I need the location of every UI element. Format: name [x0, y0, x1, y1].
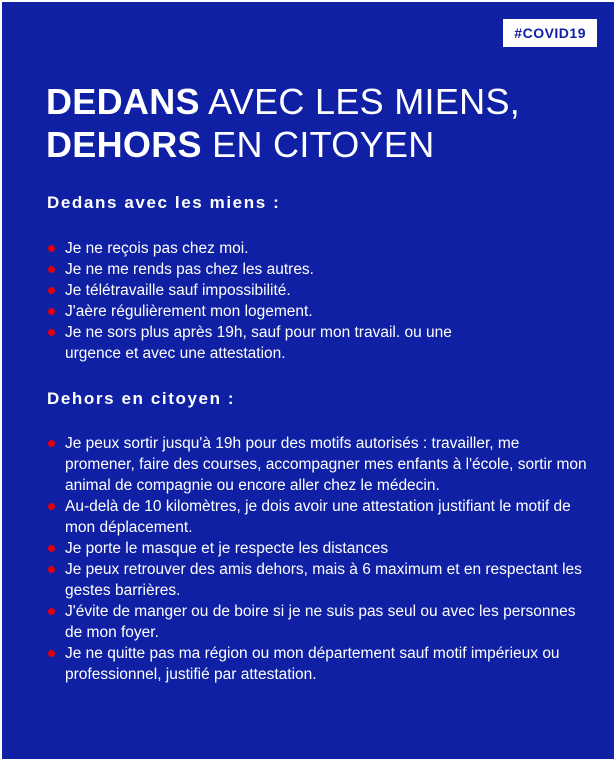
headline	[46, 80, 520, 166]
bullet-icon	[48, 245, 55, 252]
bullet-icon	[48, 266, 55, 273]
list-item	[47, 259, 587, 280]
list-dehors	[47, 433, 587, 685]
headline-avec-les-miens: AVEC LES MIENS,	[208, 81, 521, 122]
bullet-icon	[48, 308, 55, 315]
list-item-text: Je ne me rends pas chez les autres.	[65, 261, 314, 278]
list-item-text: Je ne sors plus après 19h, sauf pour mon travail. ou une urgence et avec une attestation.	[65, 324, 452, 362]
list-item	[47, 433, 587, 496]
list-item-text: Je porte le masque et je respecte les distances	[65, 540, 389, 557]
list-item	[47, 280, 587, 301]
list-item	[47, 559, 587, 601]
list-item-text: Je peux retrouver des amis dehors, mais à 6 maximum et en respectant les gestes barrières.	[65, 561, 582, 599]
bullet-icon	[48, 566, 55, 573]
list-item	[47, 301, 587, 322]
list-item-text: Je ne quitte pas ma région ou mon département sauf motif impérieux ou professionnel, justifié par attestation.	[65, 645, 560, 683]
list-item-text: Je peux sortir jusqu'à 19h pour des motifs autorisés : travailler, me promener, faire des courses, accompagner mes enfants à l'école, sortir mon animal de compagnie ou encore aller chez le médecin.	[65, 435, 587, 494]
bullet-icon	[48, 545, 55, 552]
list-item-text: Je télétravaille sauf impossibilité.	[65, 282, 291, 299]
section-title-dedans: Dedans avec les miens :	[47, 193, 281, 212]
bullet-icon	[48, 608, 55, 615]
list-item-text: J'aère régulièrement mon logement.	[65, 303, 313, 320]
list-item	[47, 496, 587, 538]
covid-poster	[2, 2, 614, 759]
list-dedans	[47, 238, 587, 364]
list-item	[47, 238, 587, 259]
list-item	[47, 322, 485, 364]
bullet-icon	[48, 650, 55, 657]
list-item	[47, 601, 587, 643]
covid19-hashtag-badge: #COVID19	[503, 19, 597, 47]
headline-en-citoyen: EN CITOYEN	[212, 124, 435, 165]
bullet-icon	[48, 440, 55, 447]
list-item	[47, 538, 587, 559]
section-title-dehors: Dehors en citoyen :	[47, 389, 236, 408]
list-item-text: Je ne reçois pas chez moi.	[65, 240, 249, 257]
headline-dehors: DEHORS	[46, 124, 202, 165]
headline-dedans: DEDANS	[46, 81, 200, 122]
bullet-icon	[48, 287, 55, 294]
list-item-text: Au-delà de 10 kilomètres, je dois avoir une attestation justifiant le motif de mon déplacement.	[65, 498, 571, 536]
list-item	[47, 643, 587, 685]
bullet-icon	[48, 503, 55, 510]
bullet-icon	[48, 329, 55, 336]
list-item-text: J'évite de manger ou de boire si je ne suis pas seul ou avec les personnes de mon foyer.	[65, 603, 576, 641]
